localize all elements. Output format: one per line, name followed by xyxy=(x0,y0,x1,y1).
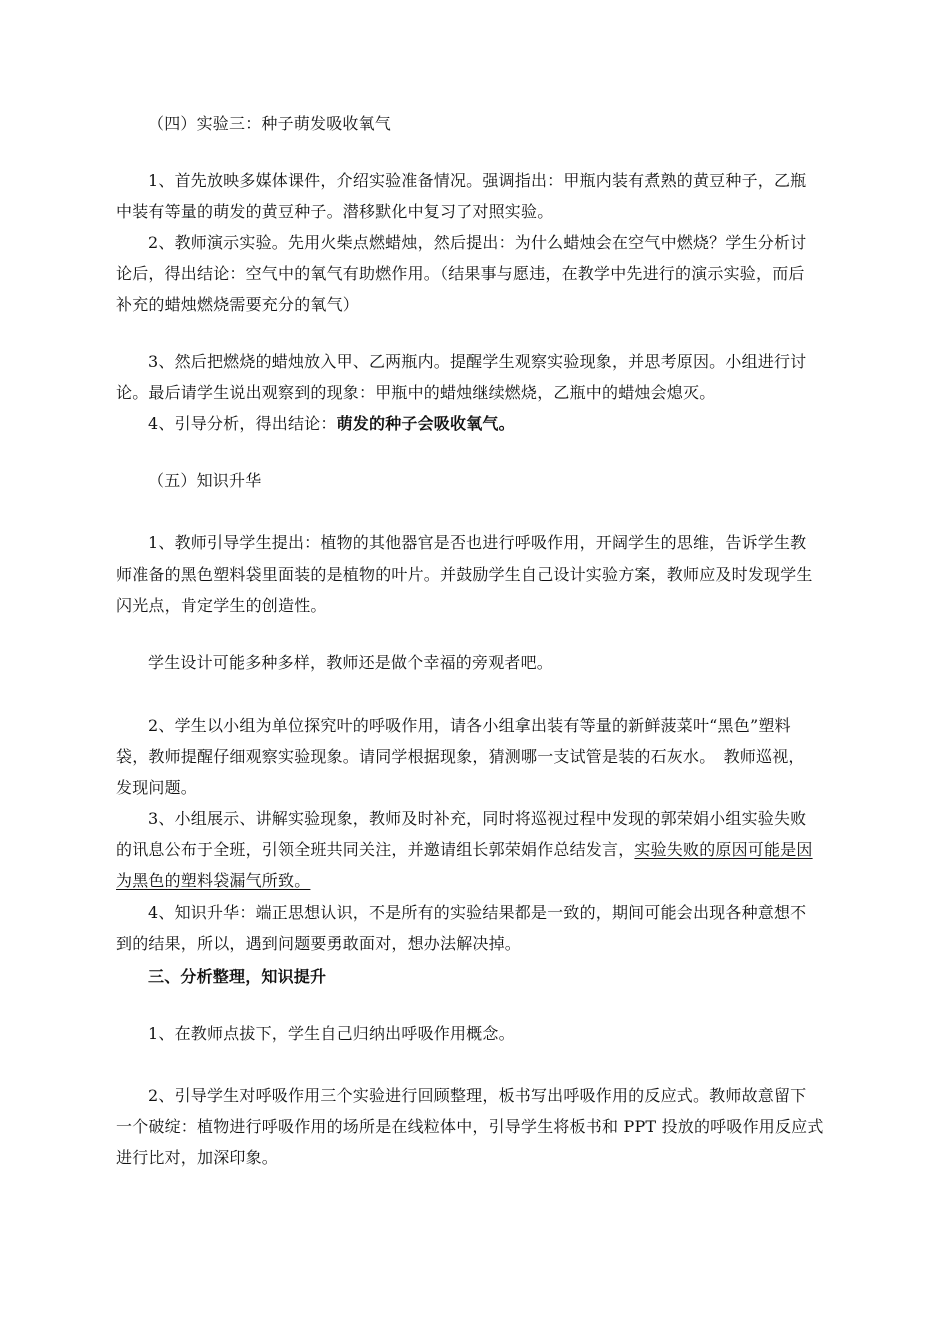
section-5-heading: （五）知识升华 xyxy=(148,471,262,490)
part-3-item-1: 1、在教师点拔下，学生自己归纳出呼吸作用概念。 xyxy=(148,1024,515,1043)
failure-reason-underlined-part-2: 为黑色的塑料袋漏气所致。 xyxy=(116,871,311,890)
section-4-heading: （四）实验三：种子萌发吸收氧气 xyxy=(148,114,392,133)
section-5-item-2-line-1: 2、学生以小组为单位探究叶的呼吸作用，请各小组拿出装有等量的新鲜菠菜叶“黑色”塑料 xyxy=(148,716,791,735)
section-5-item-3-line-2 xyxy=(116,839,836,861)
section-5-item-1-line-2: 师准备的黑色塑料袋里面装的是植物的叶片。并鼓励学生自己设计实验方案，教师应及时发现学生 xyxy=(116,565,813,584)
part-3-item-2-line-1: 2、引导学生对呼吸作用三个实验进行回顾整理，板书写出呼吸作用的反应式。教师故意留下 xyxy=(148,1086,807,1105)
section-5-item-1-line-1: 1、教师引导学生提出：植物的其他器官是否也进行呼吸作用，开阔学生的思维，告诉学生教 xyxy=(148,533,807,552)
part-3-item-2-line-2: 一个破绽：植物进行呼吸作用的场所是在线粒体中，引导学生将板书和 PPT 投放的呼吸作用反应式 xyxy=(116,1117,824,1136)
section-4-item-2-line-2: 论后，得出结论：空气中的氧气有助燃作用。（结果事与愿违，在教学中先进行的演示实验，而后 xyxy=(116,264,805,283)
section-5-item-2-line-2: 袋，教师提醒仔细观察实验现象。请同学根据现象，猜测哪一支试管是装的石灰水。 教师巡视， xyxy=(116,747,805,766)
section-4-item-3-line-1: 3、然后把燃烧的蜡烛放入甲、乙两瓶内。提醒学生观察实验现象，并思考原因。小组进行讨 xyxy=(148,352,807,371)
section-4-item-2-line-1: 2、教师演示实验。先用火柴点燃蜡烛，然后提出：为什么蜡烛会在空气中燃烧？学生分析讨 xyxy=(148,233,807,252)
section-5-item-3-line-2-prefix: 的讯息公布于全班，引领全班共同关注，并邀请组长郭荣娟作总结发言， xyxy=(116,840,635,859)
section-4-item-3-line-2: 论。最后请学生说出观察到的现象：甲瓶中的蜡烛继续燃烧，乙瓶中的蜡烛会熄灭。 xyxy=(116,383,716,402)
section-5-item-4-line-1: 4、知识升华：端正思想认识，不是所有的实验结果都是一致的，期间可能会出现各种意想不 xyxy=(148,903,807,922)
section-4-item-1-line-1: 1、首先放映多媒体课件，介绍实验准备情况。强调指出：甲瓶内装有煮熟的黄豆种子，乙瓶 xyxy=(148,171,807,190)
section-4-item-2-line-3: 补充的蜡烛燃烧需要充分的氧气） xyxy=(116,295,360,314)
section-4-item-4-prefix: 4、引导分析，得出结论： xyxy=(148,414,337,433)
section-4-conclusion: 萌发的种子会吸收氧气。 xyxy=(336,414,515,433)
part-3-heading: 三、分析整理，知识提升 xyxy=(148,967,327,986)
section-5-note: 学生设计可能多种多样，教师还是做个幸福的旁观者吧。 xyxy=(148,653,554,672)
section-4-item-4 xyxy=(148,413,868,435)
part-3-item-2-line-3: 进行比对，加深印象。 xyxy=(116,1148,279,1167)
section-5-item-3-line-1: 3、小组展示、讲解实验现象，教师及时补充，同时将巡视过程中发现的郭荣娟小组实验失败 xyxy=(148,809,807,828)
section-5-item-1-line-3: 闪光点，肯定学生的创造性。 xyxy=(116,596,327,615)
failure-reason-underlined-part-1: 实验失败的原因可能是因 xyxy=(634,840,813,859)
section-5-item-3-line-3 xyxy=(116,870,836,892)
section-5-item-4-line-2: 到的结果，所以，遇到问题要勇敢面对，想办法解决掉。 xyxy=(116,934,522,953)
section-5-item-2-line-3: 发现问题。 xyxy=(116,778,198,797)
section-4-item-1-line-2: 中装有等量的萌发的黄豆种子。潜移默化中复习了对照实验。 xyxy=(116,202,554,221)
